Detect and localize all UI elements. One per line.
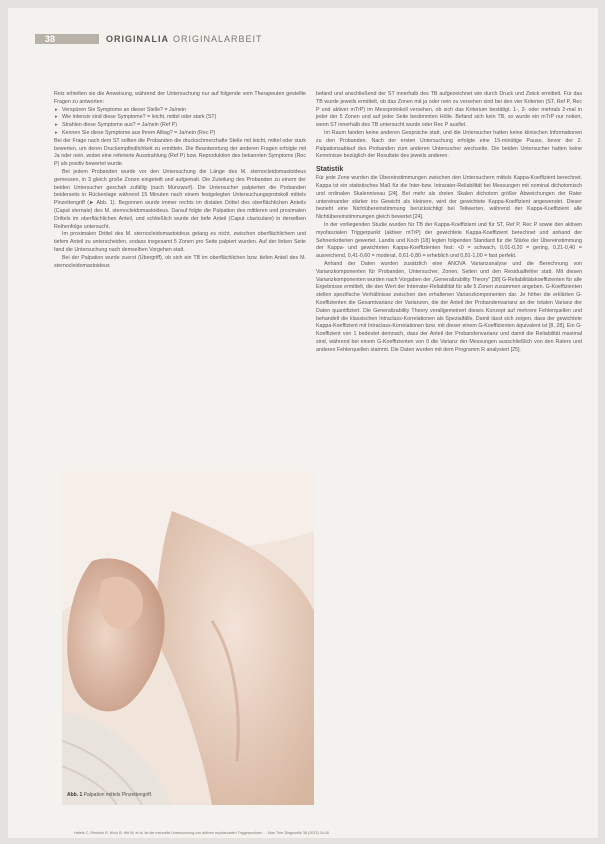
body-paragraph: Bei der Palpation wurde zuerst (Übergriff), ob sich ein TB im oberflächlichen bzw. tiefen Anteil des M. sternocleidomastoideus [54, 254, 306, 269]
photo-illustration [62, 471, 314, 805]
intro-paragraph: Reiz erhielten sie die Anweisung, während der Untersuchung nur auf folgende vom Therapeuten gestellte Fragen zu antworten: [54, 91, 306, 105]
question-item: ▸ Wie intensiv sind diese Symptome? = leicht, mittel oder stark (ST) [62, 114, 306, 122]
question-item: ▸ Kennen Sie diese Symptome aus Ihrem Alltag? = Ja/nein (Rec P) [62, 130, 306, 138]
section-sublabel: ORIGINALARBEIT [173, 34, 263, 44]
page [8, 8, 598, 838]
question-list [54, 107, 306, 138]
body-paragraph: Für jede Zone wurden die Übereinstimmungen zwischen den Untersuchern mittels Kappa-Koeffizient berechnet. Kappa ist ein statistisches Maß für die Inter-bzw. Intrarater-Reliabilität bei Messungen mit nominal dichotomisch und ordinalen Skalenniveau [24]. Bei mehr als dreien Skalen dichotom größer Abweichungen der Rater untereinander stärker ins Gewicht als kleinere, wird der gewichtete Kappa-Koeffizient angewendet. Dieser bezieht eine Nichtübereinstimmung berücksichtigt bei Teilwerten, während der Kappa-Koeffizient alle Nichtübereinstimmungen gleich bewertet [24]. [316, 175, 582, 221]
section-heading-statistik: Statistik [316, 166, 344, 174]
body-paragraph: befand und anschließend der ST innerhalb des TB aufgezeichnet wie durch Druck und Zwick ermittelt. Für das TB wurde jeweils ermittelt, ob das Zonen mit ja oder nein zu versehen sind bei den vier Kriterien (ST, Ref P, Rec P und aktiver mTrP) im Messprotokoll versehen, ob sich das Kriterium bestätigt. 1-, 2- oder mehrals 2-mal in jeder der 5 Zonen und auf jeder Seite bestimmten Hölle. Befand sich kein TB, so wurde ein mTrP nur notiert, wenn ST innerhalb des TB untersucht wurde oder Rec P ausfiel. [316, 91, 582, 129]
page-number: 38 [45, 34, 56, 44]
question-item: ▸ Verspüren Sie Symptome an dieser Stelle? = Ja/nein [62, 107, 306, 115]
caption-label: Abb. 1 [67, 792, 83, 798]
page-header [8, 8, 598, 54]
body-paragraph: Bei der Frage nach dem ST sollten die Probanden die druckschmerzhafte Stelle mit leicht, mittel oder stark bewerten, um deren Druckempfindlichkeit zu ermitteln. Die Beantwortung der anderen Fragen erfolgte mit Ja oder nein, wobei eine referierte Ausstrahlung (Ref P) bzw. Reproduktion des bekannten Symptoms (Rec P) als positiv bewertet wurde. [54, 137, 306, 168]
page-footer-citation: Hafele C, Rentzke R, Hintz B, Hitt W, et al. Ist die manuelle Untersuchung von aktiven myofaszialen Triggerpunkten … Man Ther Diagnostik 38 (2013) 34-40 [74, 831, 330, 835]
question-item: ▸ Strahlen diese Symptome aus? = Ja/nein (Ref P) [62, 122, 306, 130]
body-paragraph: Anhand der Daten wurden zusätzlich eine ANOVA Varianzanalyse und die Berechnung von Varianzkomponenten für Probanden, Untersucher, Zonen, Seiten und den Residualfehler statt. Mit diesen Varianzkomponenten wurden nach Vorgaben der „Generalizability Theory" [38] G-Reliabilitätskoeffizienten für alle Ergebnisse ermittelt, die den Wert der Interrater-Reliabilität für alle 5 Zonen zusammen angeben. G-Koeffizienten stellen spezifische Verhältnisse zwischen den erhaltenen Varianzkomponenten dar. Je höher die erklärten G-Koeffizienten die Gesamtvarianz der Varianzen, die der Anteil der Probandenvarianz an der totalen Varianz der Daten quantifiziert. Die Generalizability Theory verallgemeinert dieses Konzept auf mehrere Fehlerquellen und behandelt die klassischen Intraclass-Korrelationen als Spezialfälle. Damit lässt sich zeigen, dass der gewichtete Kappa-Koeffizient mit Intraclass-Korrelationen bzw. mit dieser einem G-Koeffizienten äquivalent ist [8, 28]. Ein G-Koeffizient von 1 bedeutet demnach, dass der Anteil der Probandenvarianz und damit die Reliabilität maximal sind, während bei einem G-Koeffizienten von 0 die Varianz der Messungen ausschließlich von den Raters und anderen Fehlerquellen stammt. Die Daten wurden mit dem Programm R analysiert [25]. [316, 260, 582, 353]
figure-palpation-photo [62, 471, 314, 805]
section-label: ORIGINALIA [106, 34, 169, 44]
caption-text: Palpation mittels Pinzettengriff. [83, 792, 153, 798]
right-column [316, 91, 582, 355]
left-column [54, 91, 306, 270]
figure-caption [67, 791, 152, 799]
body-paragraph: Im proximalen Drittel des M. sternocleidomastoideus gelang es nicht, zwischen oberflächlichem und tiefem Anteil zu unterscheiden, sodass insgesamt 5 Zonen pro Seite palpiert wurden. Auf der linken Seite fand die Untersuchung nach demselben Vorgehen statt. [54, 231, 306, 253]
body-paragraph: Im Raum fanden keine anderen Gespräche statt, und die Untersucher hatten keine klinischen Informationen zu den Probanden. Nach der ersten Untersuchung erfolgte eine 15-minütige Pause, bevor der 2. Palpationsablauf des Probanden zum anderen Untersucher wechselte. Die beiden Untersucher hatten keine Kenntnisse bezüglich der Resultate des jeweils anderen. [316, 129, 582, 160]
body-paragraph: In der vorliegenden Studie wurden für TB der Kappa-Koeffizient und für ST, Ref P, Rec P sowie den aktiven myofaszialen Triggerpunkt (aktiver mTrP) der gewichtete Kappa-Koeffizient berechnet und anhand der Sehnenkriterien gewertet. Landis und Koch [18] legten folgenden Standard für die Stärke der Übereinstimmung der Kappa- und gewichteten Kappa-Koeffizienten fest: <0 = schwach, 0,01-0,20 = gering, 0,21-0,40 = ausreichend, 0,41-0,60 = moderat, 0,61-0,80 = erheblich und 0,81-1,00 = fast perfekt. [316, 221, 582, 260]
body-paragraph: Bei jedem Probanden wurde vor den Untersuchung die Länge des M. sternocleidomastoideus gemessen, in 3 gleich große Zonen eingeteilt und aufgemalt. Die Zuteilung des Probanden zu einem der beiden Untersucher geschah zufällig (nach Münzwurf). Die Untersucher palpierten die Probanden beiderseits in Rückenlage während 15 Minuten nach einem festgelegten Untersuchungsprotokoll mittels Pinzettengriff (► Abb. 1). Begonnen wurde immer rechts im distalen Drittel des oberflächlichen Anteils (Caput sternale) des M. sternocleidomastoideus. Darauf folgte die Palpation des mittleren und proximalen Drittels im oberflächlichen Anteil, und schließlich wurde der tiefe Anteil (Caput claviculare) in derselben Reihenfolge untersucht. [54, 168, 306, 230]
